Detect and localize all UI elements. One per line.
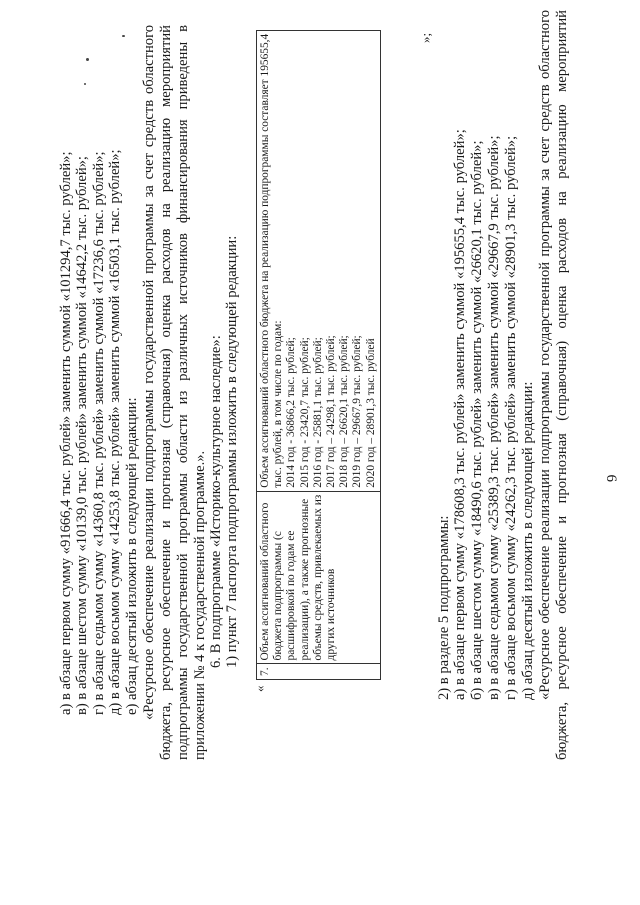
label-line: объемы средств, привлекаемых из [311,494,324,661]
paragraph-line: б) в абзаце шестом сумму «18490,6 тыс. рублей» заменить суммой «26620,1 тыс. рублей»; [469,140,485,700]
value-line: 2016 год - 25881,1 тыс. рублей; [311,337,324,488]
paragraph-line: бюджета, ресурсное обеспечение и прогнозная (справочная) оценка расходов на реализацию мероприятий [554,10,570,760]
paragraph-line: в) в абзаце седьмом сумму «25389,3 тыс. рублей» заменить суммой «29667,9 тыс. рублей»; [486,135,502,700]
paragraph-line: 2) в разделе 5 подпрограммы: [436,515,452,700]
paragraph-line: «Ресурсное обеспечение реализации подпрограммы государственной программы за счет средств областного [141,25,157,720]
row-label-cell [257,491,381,664]
scan-speck [84,83,86,85]
paragraph-line: а) в абзаце первом сумму «178608,3 тыс. рублей» заменить суммой «195655,4 тыс. рублей»; [452,129,468,700]
paragraph-line: бюджета, ресурсное обеспечение и прогнозная (справочная) оценка расходов на реализацию мероприятий [158,25,174,760]
paragraph-line: г) в абзаце восьмом сумму «24262,3 тыс. рублей» заменить суммой «28901,3 тыс. рублей»; [503,135,519,700]
row-number: 7. [257,664,381,680]
paragraph-line: 1) пункт 7 паспорта подпрограммы изложить в следующей редакции: [224,235,240,668]
row-value-cell [257,30,381,491]
label-line: расшифровкой по годам ее [285,530,298,661]
paragraph-line: е) абзац десятый изложить в следующей редакции: [124,397,140,715]
label-line: других источников [325,568,338,661]
label-line: реализации), а также прогнозные [298,498,311,661]
paragraph-line: г) в абзаце седьмом сумму «14360,8 тыс. рублей» заменить суммой «17236,6 тыс. рублей»; [91,151,107,715]
paragraph-line: «Ресурсное обеспечение реализации подпрограммы государственной программы за счет средств областного [537,10,553,700]
value-line: Объем ассигнований областного бюджета на реализацию подпрограммы составляет 195655,4 [259,33,271,488]
value-line: 2014 год - 36866,2 тыс. рублей; [285,337,298,488]
value-line: тыс. рублей, в том числе по годам: [272,320,285,488]
scan-speck [122,35,125,37]
paragraph-line: а) в абзаце первом сумму «91666,4 тыс. рублей» заменить суммой «101294,7 тыс. рублей»; [58,151,74,715]
label-line: Объем ассигнований областного [259,502,271,661]
value-line: 2015 год - 23420,7 тыс. рублей; [298,337,311,488]
paragraph-line: приложении № 4 к государственной программе.». [192,450,208,760]
value-line: 2017 год – 24298,1 тыс. рублей; [325,335,338,488]
passport-table [256,30,381,680]
scan-speck [86,58,89,61]
open-quote: « [252,685,267,692]
page-number: 6 [603,474,619,482]
value-line: 2020 год – 28901,3 тыс. рублей [364,338,377,488]
section-heading: 6. В подпрограмме «Историко-культурное наследие»: [208,335,224,668]
paragraph-line: подпрограммы государственной программы области из различных источников финансирования приведены в [175,25,191,760]
close-quote: »; [418,32,433,43]
paragraph-line: д) в абзаце восьмом сумму «14253,8 тыс. рублей» заменить суммой «16503,1 тыс. рублей»; [107,149,123,715]
table-row [257,30,381,679]
value-line: 2018 год – 26620,1 тыс. рублей; [338,335,351,488]
value-line: 2019 год – 29667,9 тыс. рублей; [351,335,364,488]
paragraph-line: в) в абзаце шестом сумму «10139,0 тыс. рублей» заменить суммой «14642,2 тыс. рублей»; [74,156,90,715]
label-line: бюджета подпрограммы (с [272,531,285,661]
paragraph-line: д) абзац десятый изложить в следующей редакции: [520,381,536,700]
